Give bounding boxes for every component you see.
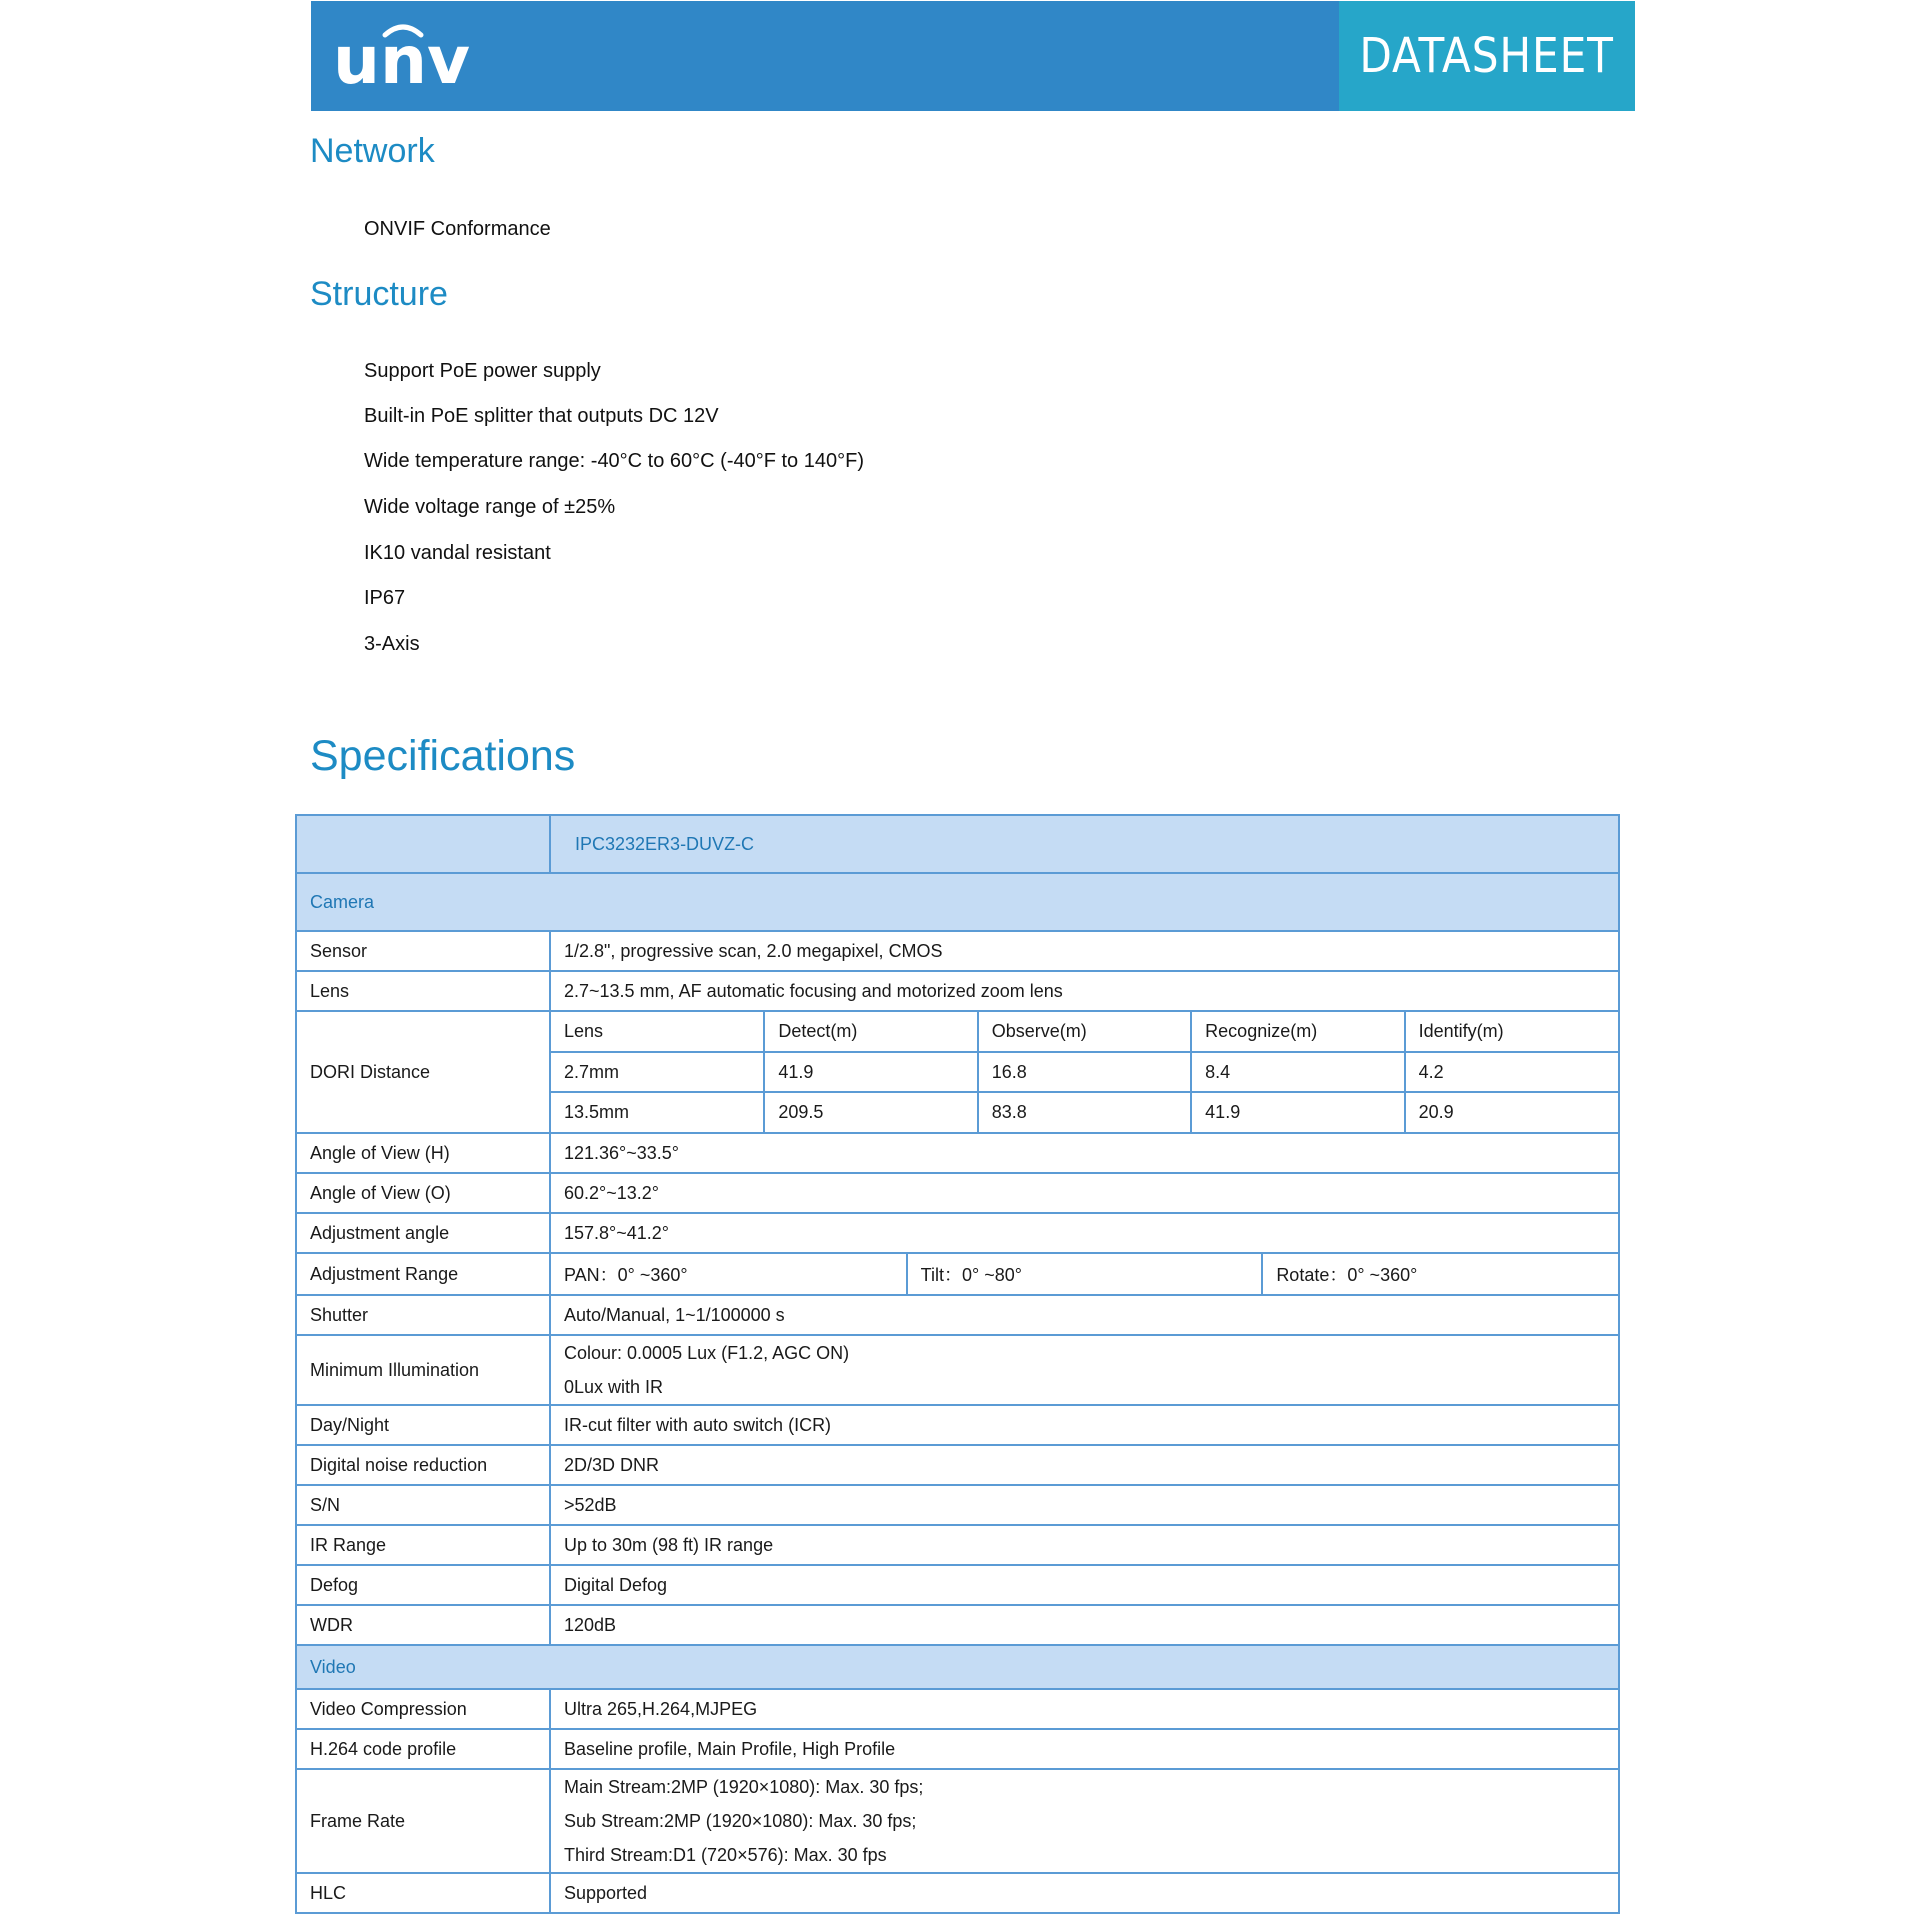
row-label: Lens — [296, 971, 550, 1011]
row-label: Frame Rate — [296, 1769, 550, 1873]
row-value: Baseline profile, Main Profile, High Profile — [550, 1729, 1619, 1769]
row-label: IR Range — [296, 1525, 550, 1565]
model-row — [296, 815, 1619, 873]
row-label: Sensor — [296, 931, 550, 971]
row-value: 2D/3D DNR — [550, 1445, 1619, 1485]
structure-item: Wide temperature range: -40°C to 60°C (-40°F to 140°F) — [364, 450, 864, 472]
dori-cell-value: 8.4 — [1191, 1052, 1404, 1092]
frame-rate-main: Main Stream:2MP (1920×1080): Max. 30 fps; — [564, 1777, 924, 1797]
table-row — [296, 1769, 1619, 1873]
table-row — [296, 1605, 1619, 1645]
table-row — [296, 1873, 1619, 1913]
adjustment-range-row — [296, 1253, 1619, 1295]
tilt-value: Tilt：0° ~80° — [907, 1254, 1263, 1294]
model-name: IPC3232ER3-DUVZ-C — [550, 815, 1619, 873]
table-row — [296, 1133, 1619, 1173]
row-value: 1/2.8", progressive scan, 2.0 megapixel, CMOS — [550, 931, 1619, 971]
video-section-row — [296, 1645, 1619, 1689]
datasheet-label: DATASHEET — [1359, 28, 1615, 84]
row-label: H.264 code profile — [296, 1729, 550, 1769]
dori-cell-value: 13.5mm — [551, 1092, 764, 1132]
structure-title: Structure — [310, 275, 448, 313]
dori-header-row — [551, 1012, 1618, 1052]
dori-cell-value: 83.8 — [978, 1092, 1191, 1132]
structure-item: 3-Axis — [364, 633, 420, 655]
camera-section-label: Camera — [296, 873, 1619, 931]
dori-table — [551, 1012, 1618, 1132]
header-banner — [311, 1, 1635, 111]
dori-cell-value: 16.8 — [978, 1052, 1191, 1092]
row-value: 121.36°~33.5° — [550, 1133, 1619, 1173]
pan-value: PAN：0° ~360° — [551, 1254, 907, 1294]
dori-row — [296, 1011, 1619, 1133]
model-header-blank — [296, 815, 550, 873]
table-row — [296, 1565, 1619, 1605]
table-row — [296, 1729, 1619, 1769]
dori-header: Identify(m) — [1405, 1012, 1618, 1052]
row-value: Digital Defog — [550, 1565, 1619, 1605]
dori-cell-value: 2.7mm — [551, 1052, 764, 1092]
illumination-colour: Colour: 0.0005 Lux (F1.2, AGC ON) — [564, 1343, 850, 1363]
table-row — [296, 1213, 1619, 1253]
datasheet-tab — [1339, 1, 1635, 111]
row-value: >52dB — [550, 1485, 1619, 1525]
network-title: Network — [310, 132, 435, 170]
dori-cell-value: 41.9 — [1191, 1092, 1404, 1132]
row-label: Minimum Illumination — [296, 1335, 550, 1405]
dori-cell-value: 20.9 — [1405, 1092, 1618, 1132]
structure-item: Support PoE power supply — [364, 360, 601, 382]
table-row — [296, 1335, 1619, 1405]
structure-item: IP67 — [364, 587, 406, 609]
dori-header: Observe(m) — [978, 1012, 1191, 1052]
logo-text: unv — [333, 22, 470, 91]
row-value: 60.2°~13.2° — [550, 1173, 1619, 1213]
row-value: Auto/Manual, 1~1/100000 s — [550, 1295, 1619, 1335]
row-label: S/N — [296, 1485, 550, 1525]
row-value: 2.7~13.5 mm, AF automatic focusing and motorized zoom lens — [550, 971, 1619, 1011]
row-label: Adjustment Range — [296, 1253, 550, 1295]
dori-cell-value: 209.5 — [764, 1092, 977, 1132]
row-value: Ultra 265,H.264,MJPEG — [550, 1689, 1619, 1729]
row-label: Angle of View (H) — [296, 1133, 550, 1173]
dori-header: Detect(m) — [764, 1012, 977, 1052]
row-label: Angle of View (O) — [296, 1173, 550, 1213]
dori-header: Recognize(m) — [1191, 1012, 1404, 1052]
frame-rate-sub: Sub Stream:2MP (1920×1080): Max. 30 fps; — [564, 1811, 917, 1831]
row-value: Supported — [550, 1873, 1619, 1913]
row-label: Defog — [296, 1565, 550, 1605]
rotate-value: Rotate：0° ~360° — [1262, 1254, 1618, 1294]
row-value — [550, 1335, 1619, 1405]
row-value — [550, 1769, 1619, 1873]
row-value: Up to 30m (98 ft) IR range — [550, 1525, 1619, 1565]
table-row — [296, 931, 1619, 971]
illumination-ir: 0Lux with IR — [564, 1377, 664, 1397]
table-row — [296, 1689, 1619, 1729]
table-row — [296, 1445, 1619, 1485]
structure-item: Built-in PoE splitter that outputs DC 12V — [364, 405, 719, 427]
row-label: Video Compression — [296, 1689, 550, 1729]
adjustment-range-table — [551, 1254, 1618, 1294]
row-value: 157.8°~41.2° — [550, 1213, 1619, 1253]
structure-item: Wide voltage range of ±25% — [364, 496, 616, 518]
table-row — [296, 1173, 1619, 1213]
dori-data-row — [551, 1052, 1618, 1092]
row-label: Day/Night — [296, 1405, 550, 1445]
table-row — [296, 971, 1619, 1011]
row-label: WDR — [296, 1605, 550, 1645]
specifications-title: Specifications — [310, 732, 576, 780]
table-row — [296, 1485, 1619, 1525]
dori-cell — [550, 1011, 1619, 1133]
row-label: Shutter — [296, 1295, 550, 1335]
dori-cell-value: 4.2 — [1405, 1052, 1618, 1092]
unv-logo — [333, 15, 473, 91]
table-row — [296, 1405, 1619, 1445]
dori-header: Lens — [551, 1012, 764, 1052]
table-row — [296, 1525, 1619, 1565]
video-section-label: Video — [296, 1645, 1619, 1689]
row-label: Digital noise reduction — [296, 1445, 550, 1485]
camera-section-row — [296, 873, 1619, 931]
row-value: IR-cut filter with auto switch (ICR) — [550, 1405, 1619, 1445]
table-row — [296, 1295, 1619, 1335]
row-label: DORI Distance — [296, 1011, 550, 1133]
row-value: 120dB — [550, 1605, 1619, 1645]
network-item: ONVIF Conformance — [364, 218, 551, 240]
dori-cell-value: 41.9 — [764, 1052, 977, 1092]
row-label: Adjustment angle — [296, 1213, 550, 1253]
dori-data-row — [551, 1092, 1618, 1132]
frame-rate-third: Third Stream:D1 (720×576): Max. 30 fps — [564, 1845, 887, 1865]
adjustment-range-cell — [550, 1253, 1619, 1295]
structure-item: IK10 vandal resistant — [364, 542, 551, 564]
row-label: HLC — [296, 1873, 550, 1913]
specifications-table — [295, 814, 1620, 1914]
